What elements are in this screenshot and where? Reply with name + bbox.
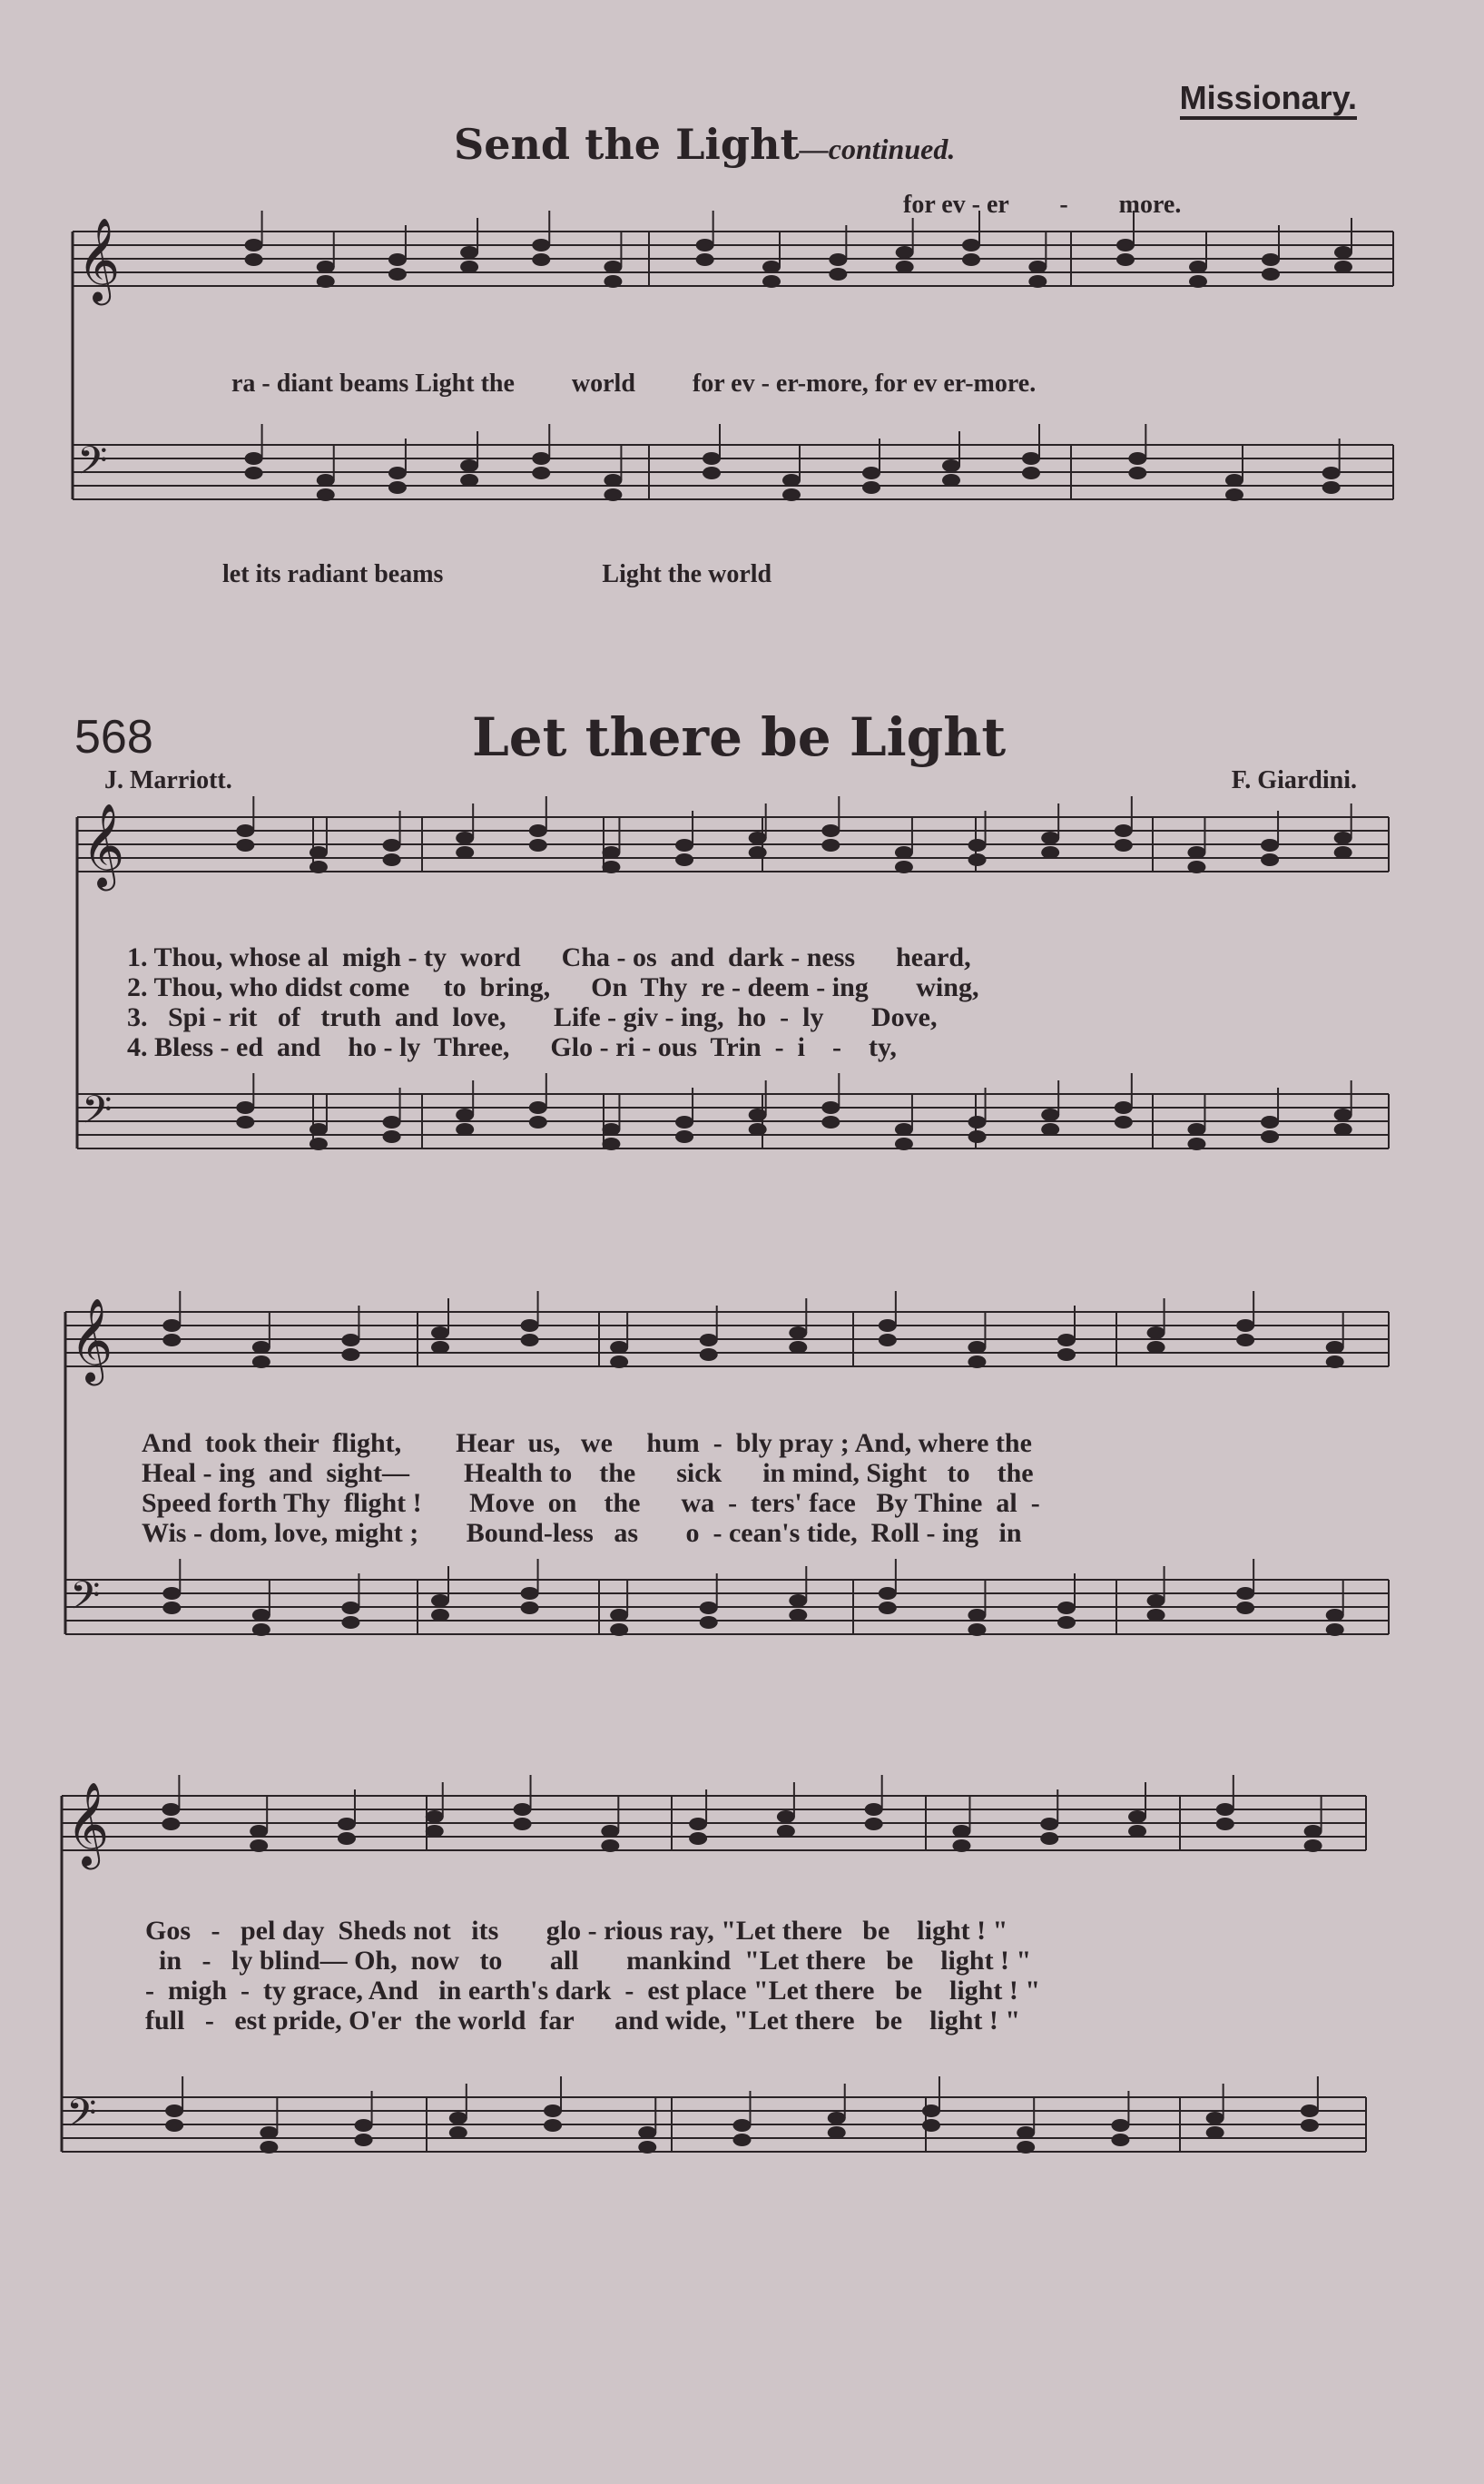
hymn-author: J. Marriott. [104,766,232,794]
lyric-s1-v2: 2. Thou, who didst come to bring, On Thy re - deem - ing wing, [127,972,979,1002]
svg-text:𝄢: 𝄢 [77,439,108,493]
lyric-s1-v1: 1. Thou, whose al migh - ty word Cha - os and dark - ness heard, [127,942,971,972]
svg-text:𝄞: 𝄞 [70,1297,113,1382]
continued-title-text: Send the Light [454,120,800,169]
svg-text:𝄞: 𝄞 [66,1781,110,1866]
lyric-s2-v4: Wis - dom, love, might ; Bound-less as o - cean's tide, Roll - ing in [142,1518,1022,1548]
svg-text:𝄢: 𝄢 [66,2091,97,2145]
continued-bass-lyric: let its radiant beams Light the world [222,560,772,588]
svg-text:𝄞: 𝄞 [82,803,125,887]
lyric-s1-v3: 3. Spi - rit of truth and love, Life - giv - ing, ho - ly Dove, [127,1002,938,1032]
hymn-number: 568 [74,711,153,764]
hymn-title: Let there be Light [472,706,1007,768]
lyric-s1-v4: 4. Bless - ed and ho - ly Three, Glo - ri - ous Trin - i - ty, [127,1032,897,1062]
section-label: Missionary. [1180,80,1357,120]
lyric-s2-v2: Heal - ing and sight— Health to the sick in mind, Sight to the [142,1458,1034,1488]
lyric-s3-v1: Gos - pel day Sheds not its glo - rious ray, "Let there be light ! " [145,1916,1008,1946]
svg-text:𝄢: 𝄢 [70,1573,101,1628]
lyric-s3-v3: - migh - ty grace, And in earth's dark - est place "Let there be light ! " [145,1976,1040,2006]
lyric-s3-v2: in - ly blind— Oh, now to all mankind "Let there be light ! " [145,1946,1032,1976]
lyric-s2-v1: And took their flight, Hear us, we hum - bly pray ; And, where the [142,1428,1032,1458]
continued-title [454,120,955,169]
lyric-s2-v3: Speed forth Thy flight ! Move on the wa - ters' face By Thine al - [142,1488,1040,1518]
lyric-s3-v4: full - est pride, O'er the world far and wide, "Let there be light ! " [145,2006,1021,2036]
continued-upper-lyric: for ev - er - more. [903,191,1182,219]
hymn-composer: F. Giardini. [1231,766,1357,794]
svg-text:𝄢: 𝄢 [82,1088,113,1142]
svg-text:𝄞: 𝄞 [77,217,121,301]
continued-mid-lyric: ra - diant beams Light the world for ev - er-more, for ev er-more. [231,370,1037,398]
continued-subtitle: —continued. [799,133,956,165]
